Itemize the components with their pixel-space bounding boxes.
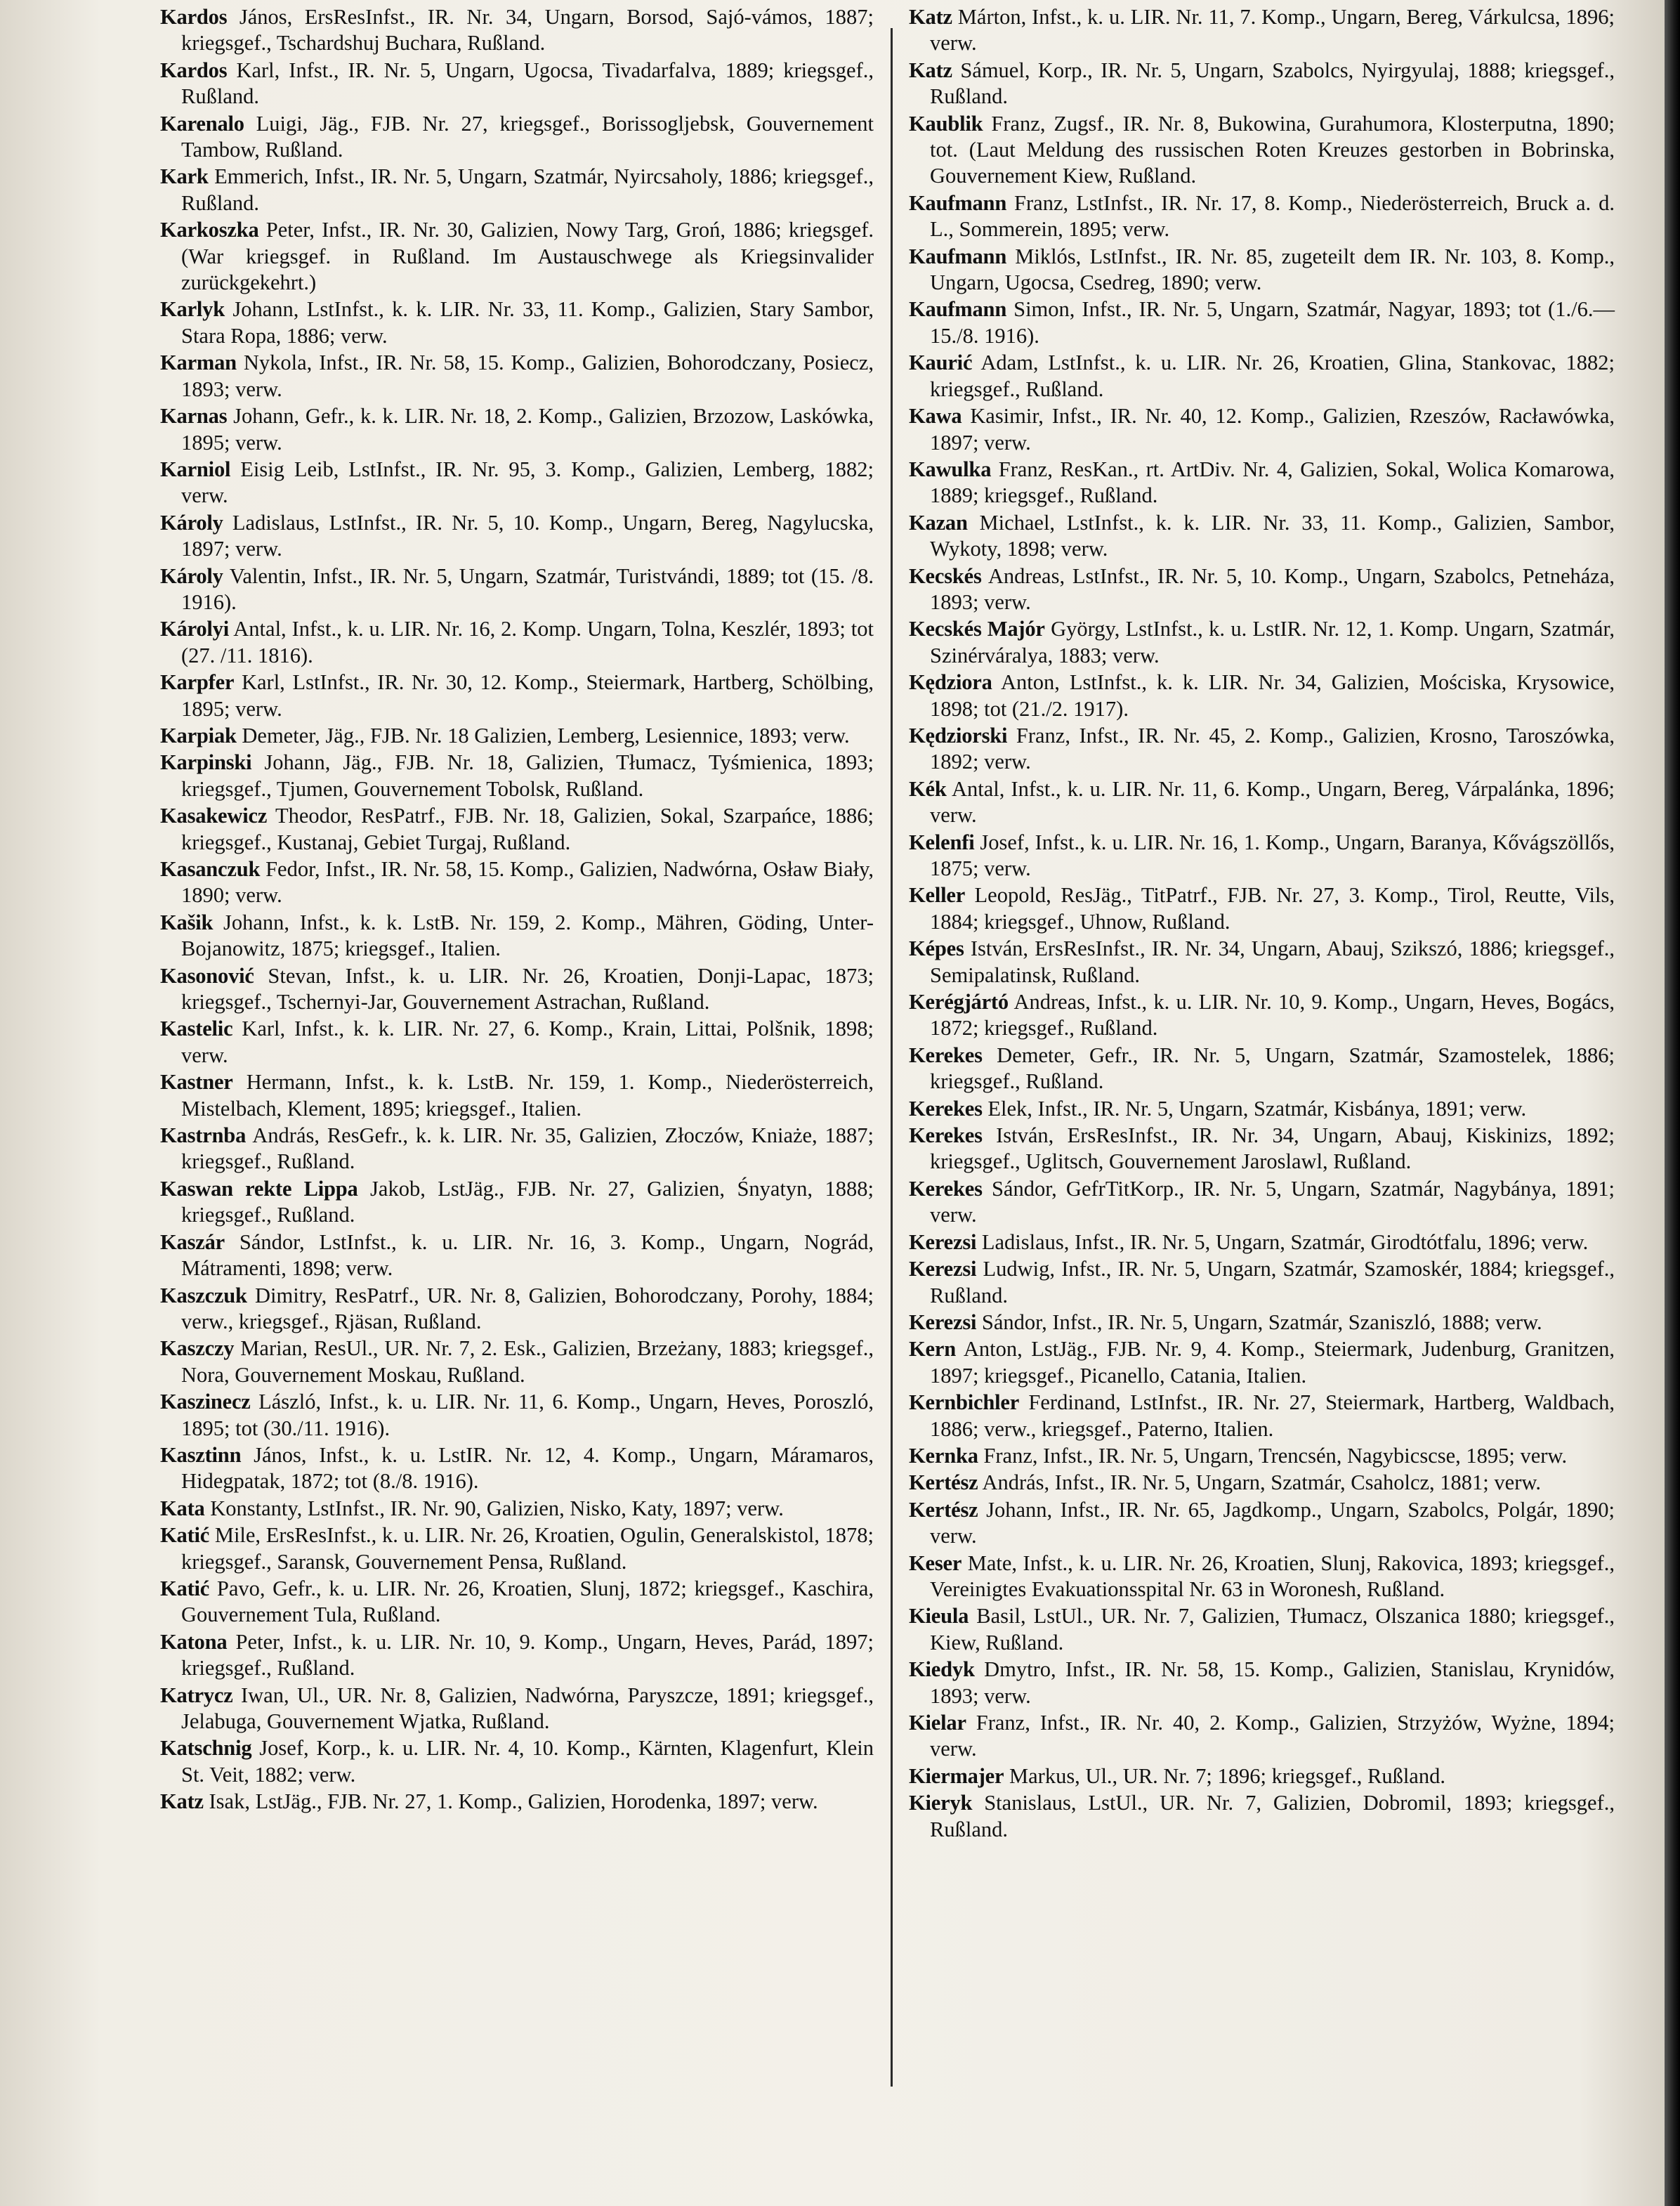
entry-details: Luigi, Jäg., FJB. Nr. 27, kriegsgef., Borissogljebsk, Gouvernement Tambow, Rußland. <box>181 111 874 162</box>
list-item <box>160 670 874 722</box>
entry-details: Dimitry, ResPatrf., UR. Nr. 8, Galizien, Bohorodczany, Porohy, 1884; verw., kriegsgef., Rjäsan, Rußland. <box>181 1283 874 1333</box>
entry-details: Demeter, Gefr., IR. Nr. 5, Ungarn, Szatmár, Szamostelek, 1886; kriegsgef., Rußland. <box>930 1043 1615 1094</box>
entry-surname: Kasztinn <box>160 1442 242 1467</box>
list-item <box>909 1551 1615 1603</box>
entry-details: Iwan, Ul., UR. Nr. 8, Galizien, Nadwórna, Paryszcze, 1891; kriegsgef., Jelabuga, Gouvernement Wjatka, Rußland. <box>181 1683 874 1733</box>
entry-details: Anton, LstInfst., k. k. LIR. Nr. 34, Galizien, Mościska, Krysowice, 1898; tot (21./2. 1917). <box>930 670 1615 721</box>
entry-surname: Kernbichler <box>909 1390 1020 1415</box>
entry-surname: Kastner <box>160 1070 233 1095</box>
entry-details: Elek, Infst., IR. Nr. 5, Ungarn, Szatmár, Kisbánya, 1891; verw. <box>987 1096 1527 1121</box>
entry-surname: Kerezsi <box>909 1257 977 1281</box>
list-item <box>160 1016 874 1069</box>
list-item <box>160 1522 874 1575</box>
list-item <box>909 190 1615 243</box>
entry-details: István, ErsResInfst., IR. Nr. 34, Ungarn, Abauj, Szikszó, 1886; kriegsgef., Semipalatinsk, Rußland. <box>930 936 1615 987</box>
entry-surname: Kerezsi <box>909 1229 977 1254</box>
entry-surname: Karman <box>160 351 237 375</box>
entry-surname: Kelenfi <box>909 830 975 854</box>
entry-surname: Karpfer <box>160 670 235 695</box>
list-item <box>909 723 1615 776</box>
entry-details: István, ErsResInfst., IR. Nr. 34, Ungarn, Abauj, Kiskinizs, 1892; kriegsgef., Uglitsch, Gouvernement Jaroslawl, Rußland. <box>930 1123 1615 1174</box>
list-item <box>160 1683 874 1735</box>
entry-surname: Kerezsi <box>909 1310 977 1334</box>
entry-surname: Károlyi <box>160 617 230 641</box>
list-item <box>160 510 874 563</box>
list-item <box>160 1283 874 1336</box>
entry-details: Antal, Infst., k. u. LIR. Nr. 16, 2. Komp. Ungarn, Tolna, Keszlér, 1893; tot (27. /11. 1816). <box>181 617 874 667</box>
entry-surname: Kiedyk <box>909 1657 975 1682</box>
entry-surname: Karenalo <box>160 111 244 136</box>
entry-details: Sándor, Infst., IR. Nr. 5, Ungarn, Szatmár, Szaniszló, 1888; verw. <box>981 1310 1542 1334</box>
entry-surname: Kerekes <box>909 1096 983 1121</box>
entry-details: Basil, LstUl., UR. Nr. 7, Galizien, Tłumacz, Olszanica 1880; kriegsgef., Kiew, Rußland. <box>930 1604 1615 1654</box>
list-item <box>160 1229 874 1282</box>
entry-details: Mile, ErsResInfst., k. u. LIR. Nr. 26, Kroatien, Ogulin, Generalskistol, 1878; kriegsgef., Saransk, Gouvernement Pensa, Rußland. <box>181 1523 874 1574</box>
left-column <box>160 4 874 1816</box>
list-item <box>909 296 1615 349</box>
entry-surname: Kastelic <box>160 1017 233 1041</box>
list-item <box>160 910 874 962</box>
entry-details: Miklós, LstInfst., IR. Nr. 85, zugeteilt dem IR. Nr. 103, 8. Komp., Ungarn, Ugocsa, Csedreg, 1890; verw. <box>930 244 1615 295</box>
entry-details: András, ResGefr., k. k. LIR. Nr. 35, Galizien, Złoczów, Kniaże, 1887; kriegsgef., Rußland. <box>181 1123 874 1174</box>
list-item <box>909 1763 1615 1789</box>
entry-details: Ferdinand, LstInfst., IR. Nr. 27, Steiermark, Hartberg, Waldbach, 1886; verw., kriegsgef., Paterno, Italien. <box>930 1390 1615 1441</box>
entry-details: Franz, Infst., IR. Nr. 5, Ungarn, Trencsén, Nagybicscse, 1895; verw. <box>983 1443 1568 1468</box>
entry-details: Franz, LstInfst., IR. Nr. 17, 8. Komp., Niederösterreich, Bruck a. d. L., Sommerein, 1895; verw. <box>930 190 1615 242</box>
list-item <box>160 563 874 616</box>
list-item <box>909 1123 1615 1175</box>
list-item <box>909 1256 1615 1309</box>
entry-surname: Keser <box>909 1551 962 1575</box>
entry-details: Eisig Leib, LstInfst., IR. Nr. 95, 3. Komp., Galizien, Lemberg, 1882; verw. <box>181 457 874 508</box>
list-item <box>909 1229 1615 1255</box>
entry-details: Kasimir, Infst., IR. Nr. 40, 12. Komp., Galizien, Rzeszów, Racławówka, 1897; verw. <box>930 404 1615 455</box>
entry-details: Dmytro, Infst., IR. Nr. 58, 15. Komp., Galizien, Stanislau, Krynidów, 1893; verw. <box>930 1657 1615 1708</box>
list-item <box>160 4 874 57</box>
list-item <box>160 1496 874 1522</box>
entry-surname: Karnas <box>160 404 228 429</box>
entry-surname: Kata <box>160 1496 205 1520</box>
entry-surname: Kieryk <box>909 1791 973 1815</box>
entry-details: Nykola, Infst., IR. Nr. 58, 15. Komp., Galizien, Bohorodczany, Posiecz, 1893; verw. <box>181 351 874 401</box>
entry-surname: Kazan <box>909 510 968 535</box>
entry-details: Jakob, LstJäg., FJB. Nr. 27, Galizien, Śnyatyn, 1888; kriegsgef., Rußland. <box>181 1176 874 1227</box>
entry-surname: Kędziora <box>909 670 992 695</box>
entry-details: Mate, Infst., k. u. LIR. Nr. 26, Kroatien, Slunj, Rakovica, 1893; kriegsgef., Vereinigtes Evakuationsspital Nr. 63 in Woronesh, Rußland. <box>930 1551 1615 1601</box>
list-item <box>160 1176 874 1229</box>
entry-details: Sándor, LstInfst., k. u. LIR. Nr. 16, 3. Komp., Ungarn, Nográd, Mátramenti, 1898; verw. <box>181 1229 874 1281</box>
entry-surname: Karkoszka <box>160 218 259 242</box>
entry-surname: Kék <box>909 776 947 801</box>
entry-details: Karl, LstInfst., IR. Nr. 30, 12. Komp., Steiermark, Hartberg, Schölbing, 1895; verw. <box>181 670 874 721</box>
entry-details: Isak, LstJäg., FJB. Nr. 27, 1. Komp., Galizien, Horodenka, 1897; verw. <box>209 1789 818 1814</box>
list-item <box>160 457 874 509</box>
entry-details: Johann, Infst., IR. Nr. 65, Jagdkomp., Ungarn, Szabolcs, Polgár, 1890; verw. <box>930 1497 1615 1548</box>
entry-details: Stevan, Infst., k. u. LIR. Nr. 26, Kroatien, Donji-Lapac, 1873; kriegsgef., Tschernyi-Jar, Gouvernement Astrachan, Rußland. <box>181 963 874 1014</box>
entry-surname: Katona <box>160 1629 228 1654</box>
entry-surname: Katz <box>909 58 952 82</box>
list-item <box>909 1096 1615 1122</box>
entry-details: Franz, Zugsf., IR. Nr. 8, Bukowina, Gurahumora, Klosterputna, 1890; tot. (Laut Meldung des russischen Roten Kreuzes gestorben in Bobrinska, Gouvernement Kiew, Rußland. <box>930 111 1615 188</box>
list-item <box>160 723 874 749</box>
list-item <box>909 936 1615 988</box>
entry-surname: Kerekes <box>909 1123 983 1148</box>
list-item <box>160 1576 874 1629</box>
entry-details: Ludwig, Infst., IR. Nr. 5, Ungarn, Szatmár, Szamoskér, 1884; kriegsgef., Rußland. <box>930 1257 1615 1307</box>
entry-details: Peter, Infst., k. u. LIR. Nr. 10, 9. Komp., Ungarn, Heves, Parád, 1897; kriegsgef., Rußland. <box>181 1629 874 1680</box>
entry-details: Leopold, ResJäg., TitPatrf., FJB. Nr. 27, 3. Komp., Tirol, Reutte, Vils, 1884; kriegsgef., Uhnow, Rußland. <box>930 883 1615 934</box>
list-item <box>909 563 1615 616</box>
entry-surname: Kašik <box>160 910 214 934</box>
entry-surname: Kark <box>160 164 209 189</box>
entry-details: Anton, LstJäg., FJB. Nr. 9, 4. Komp., Steiermark, Judenburg, Granitzen, 1897; kriegsgef., Picanello, Catania, Italien. <box>930 1337 1615 1388</box>
entry-surname: Képes <box>909 936 964 961</box>
entry-surname: Karpiak <box>160 723 237 748</box>
list-item <box>160 58 874 110</box>
entry-surname: Katić <box>160 1576 210 1600</box>
entry-details: Ladislaus, LstInfst., IR. Nr. 5, 10. Komp., Ungarn, Bereg, Nagylucska, 1897; verw. <box>181 510 874 561</box>
list-item <box>160 111 874 164</box>
list-item <box>160 1389 874 1442</box>
entry-surname: Károly <box>160 510 223 535</box>
list-item <box>909 1657 1615 1709</box>
list-item <box>160 750 874 802</box>
list-item <box>160 856 874 909</box>
entry-surname: Kertész <box>909 1497 978 1522</box>
entry-details: Josef, Infst., k. u. LIR. Nr. 16, 1. Komp., Ungarn, Baranya, Kővágszöllős, 1875; verw. <box>930 830 1615 880</box>
entry-details: Michael, LstInfst., k. k. LIR. Nr. 33, 11. Komp., Galizien, Sambor, Wykoty, 1898; verw. <box>930 510 1615 561</box>
entry-details: Karl, Infst., IR. Nr. 5, Ungarn, Ugocsa, Tivadarfalva, 1889; kriegsgef., Rußland. <box>181 58 874 109</box>
entry-details: Andreas, Infst., k. u. LIR. Nr. 10, 9. Komp., Ungarn, Heves, Bogács, 1872; kriegsgef., Rußland. <box>930 990 1615 1040</box>
entry-details: László, Infst., k. u. LIR. Nr. 11, 6. Komp., Ungarn, Heves, Poroszló, 1895; tot (30./11. 1916). <box>181 1390 874 1440</box>
list-item <box>909 403 1615 456</box>
list-item <box>909 882 1615 935</box>
entry-details: Valentin, Infst., IR. Nr. 5, Ungarn, Szatmár, Turistvándi, 1889; tot (15. /8. 1916). <box>181 563 874 614</box>
entry-surname: Kertész <box>909 1470 978 1495</box>
list-item <box>160 1789 874 1815</box>
entry-details: Josef, Korp., k. u. LIR. Nr. 4, 10. Komp., Kärnten, Klagenfurt, Klein St. Veit, 1882; verw. <box>181 1736 874 1787</box>
list-item <box>909 1390 1615 1442</box>
entry-surname: Kaublik <box>909 111 983 136</box>
entry-surname: Kiermajer <box>909 1763 1004 1788</box>
list-item <box>909 244 1615 296</box>
entry-surname: Kecskés Majór <box>909 617 1045 641</box>
entry-surname: Katrycz <box>160 1683 233 1707</box>
entry-surname: Karpinski <box>160 750 252 775</box>
entry-details: Stanislaus, LstUl., UR. Nr. 7, Galizien, Dobromil, 1893; kriegsgef., Rußland. <box>930 1791 1615 1841</box>
entry-details: János, ErsResInfst., IR. Nr. 34, Ungarn, Borsod, Sajó-vámos, 1887; kriegsgef., Tschardshuj Buchara, Rußland. <box>181 5 874 56</box>
column-divider <box>891 28 893 2087</box>
entry-details: Hermann, Infst., k. k. LstB. Nr. 159, 1. Komp., Niederösterreich, Mistelbach, Klement, 1895; kriegsgef., Italien. <box>181 1070 874 1121</box>
entry-details: Konstanty, LstInfst., IR. Nr. 90, Galizien, Nisko, Katy, 1897; verw. <box>210 1496 784 1520</box>
entry-surname: Kernka <box>909 1443 978 1468</box>
list-item <box>160 1069 874 1122</box>
list-item <box>160 963 874 1016</box>
entry-surname: Kaufmann <box>909 297 1007 322</box>
entry-details: Markus, Ul., UR. Nr. 7; 1896; kriegsgef., Rußland. <box>1009 1763 1445 1788</box>
entry-details: Emmerich, Infst., IR. Nr. 5, Ungarn, Szatmár, Nyircsaholy, 1886; kriegsgef., Rußland. <box>181 164 874 215</box>
entry-surname: Kerekes <box>909 1043 983 1067</box>
list-item <box>160 403 874 456</box>
entry-surname: Karlyk <box>160 297 225 322</box>
list-item <box>160 350 874 403</box>
entry-surname: Kasakewicz <box>160 804 268 828</box>
list-item <box>909 776 1615 829</box>
list-item <box>909 1043 1615 1095</box>
entry-details: Johann, Jäg., FJB. Nr. 18, Galizien, Tłumacz, Tyśmienica, 1893; kriegsgef., Tjumen, Gouvernement Tobolsk, Rußland. <box>181 750 874 801</box>
list-item <box>160 1123 874 1175</box>
list-item <box>909 58 1615 110</box>
entry-surname: Kasanczuk <box>160 857 261 881</box>
entry-details: Franz, Infst., IR. Nr. 40, 2. Komp., Galizien, Strzyżów, Wyżne, 1894; verw. <box>930 1711 1615 1761</box>
entry-surname: Karniol <box>160 457 231 481</box>
entry-details: Ladislaus, Infst., IR. Nr. 5, Ungarn, Szatmár, Girodtótfalu, 1896; verw. <box>981 1229 1589 1254</box>
list-item <box>160 164 874 216</box>
entry-details: Karl, Infst., k. k. LIR. Nr. 27, 6. Komp., Krain, Littai, Polšnik, 1898; verw. <box>181 1017 874 1067</box>
entry-surname: Kaszczy <box>160 1336 235 1361</box>
entry-details: Johann, Infst., k. k. LstB. Nr. 159, 2. Komp., Mähren, Göding, Unter-Bojanowitz, 1875; kriegsgef., Italien. <box>181 910 874 961</box>
entry-surname: Kaszinecz <box>160 1390 251 1414</box>
list-item <box>160 616 874 669</box>
entry-details: Adam, LstInfst., k. u. LIR. Nr. 26, Kroatien, Glina, Stankovac, 1882; kriegsgef., Rußland. <box>930 351 1615 401</box>
entry-surname: Kerégjártó <box>909 990 1009 1014</box>
list-item <box>909 1497 1615 1550</box>
list-item <box>909 1710 1615 1763</box>
entry-surname: Katz <box>160 1789 204 1814</box>
list-item <box>160 296 874 349</box>
entry-details: Peter, Infst., IR. Nr. 30, Galizien, Nowy Targ, Groń, 1886; kriegsgef. (War kriegsgef. in Rußland. Im Austauschwege als Kriegsinvalider zurückgekehrt.) <box>181 218 874 295</box>
entry-details: Johann, Gefr., k. k. LIR. Nr. 18, 2. Komp., Galizien, Brzozow, Laskówka, 1895; verw. <box>181 404 874 455</box>
list-item <box>909 4 1615 57</box>
entry-details: János, Infst., k. u. LstIR. Nr. 12, 4. Komp., Ungarn, Máramaros, Hidegpatak, 1872; tot (8./8. 1916). <box>181 1442 874 1494</box>
entry-surname: Kasonović <box>160 963 254 988</box>
list-item <box>909 111 1615 190</box>
list-item <box>160 1442 874 1495</box>
list-item <box>909 1603 1615 1656</box>
entry-surname: Keller <box>909 883 966 908</box>
entry-surname: Kardos <box>160 58 228 82</box>
entry-details: Franz, ResKan., rt. ArtDiv. Nr. 4, Galizien, Sokal, Wolica Komarowa, 1889; kriegsgef., Rußland. <box>930 457 1615 508</box>
entry-surname: Katić <box>160 1523 210 1548</box>
entry-surname: Kecskés <box>909 563 982 588</box>
entry-details: Sándor, GefrTitKorp., IR. Nr. 5, Ungarn, Szatmár, Nagybánya, 1891; verw. <box>930 1176 1615 1227</box>
list-item <box>909 457 1615 509</box>
entry-details: Pavo, Gefr., k. u. LIR. Nr. 26, Kroatien, Slunj, 1872; kriegsgef., Kaschira, Gouvernement Tula, Rußland. <box>181 1576 874 1627</box>
entry-surname: Károly <box>160 563 223 588</box>
entry-surname: Kastrnba <box>160 1123 247 1148</box>
entry-details: Theodor, ResPatrf., FJB. Nr. 18, Galizien, Sokal, Szarpańce, 1886; kriegsgef., Kustanaj, Gebiet Turgaj, Rußland. <box>181 804 874 854</box>
list-item <box>160 803 874 856</box>
list-item <box>160 1336 874 1388</box>
list-item <box>909 350 1615 403</box>
entry-surname: Katz <box>909 5 952 29</box>
entry-surname: Kardos <box>160 5 228 29</box>
list-item <box>909 616 1615 669</box>
entry-surname: Kaufmann <box>909 190 1007 215</box>
entry-details: Márton, Infst., k. u. LIR. Nr. 11, 7. Komp., Ungarn, Bereg, Várkulcsa, 1896; verw. <box>930 5 1615 56</box>
entry-surname: Kawa <box>909 404 962 429</box>
entry-details: Antal, Infst., k. u. LIR. Nr. 11, 6. Komp., Ungarn, Bereg, Várpalánka, 1896; verw. <box>930 776 1615 828</box>
entry-surname: Kędziorski <box>909 723 1008 748</box>
list-item <box>909 510 1615 563</box>
entry-surname: Kawulka <box>909 457 992 481</box>
entry-details: György, LstInfst., k. u. LstIR. Nr. 12, 1. Komp. Ungarn, Szatmár, Szinérváralya, 1883; verw. <box>930 617 1615 667</box>
list-item <box>160 1735 874 1788</box>
list-item <box>909 989 1615 1042</box>
list-item <box>909 1310 1615 1336</box>
entry-details: Marian, ResUl., UR. Nr. 7, 2. Esk., Galizien, Brzeżany, 1883; kriegsgef., Nora, Gouvernement Moskau, Rußland. <box>181 1336 874 1387</box>
list-item <box>909 1470 1615 1496</box>
list-item <box>909 1443 1615 1469</box>
entry-surname: Kaszár <box>160 1229 225 1254</box>
entry-details: Andreas, LstInfst., IR. Nr. 5, 10. Komp., Ungarn, Szabolcs, Petneháza, 1893; verw. <box>930 563 1615 614</box>
entry-surname: Kieula <box>909 1604 969 1629</box>
entry-surname: Katschnig <box>160 1736 252 1761</box>
entry-surname: Kielar <box>909 1711 966 1735</box>
list-item <box>909 830 1615 882</box>
list-item <box>160 1629 874 1682</box>
entry-details: Sámuel, Korp., IR. Nr. 5, Ungarn, Szabolcs, Nyirgyulaj, 1888; kriegsgef., Rußland. <box>930 58 1615 109</box>
entry-surname: Kaufmann <box>909 244 1007 268</box>
entry-details: Demeter, Jäg., FJB. Nr. 18 Galizien, Lemberg, Lesiennice, 1893; verw. <box>242 723 850 748</box>
right-column <box>909 4 1615 1843</box>
entry-surname: Kaszczuk <box>160 1283 247 1307</box>
entry-details: Fedor, Infst., IR. Nr. 58, 15. Komp., Galizien, Nadwórna, Osław Biały, 1890; verw. <box>181 857 874 908</box>
entry-details: András, Infst., IR. Nr. 5, Ungarn, Szatmár, Csaholcz, 1881; verw. <box>982 1470 1542 1495</box>
entry-details: Johann, LstInfst., k. k. LIR. Nr. 33, 11. Komp., Galizien, Stary Sambor, Stara Ropa, 1886; verw. <box>181 297 874 348</box>
entry-details: Franz, Infst., IR. Nr. 45, 2. Komp., Galizien, Krosno, Taroszówka, 1892; verw. <box>930 723 1615 774</box>
list-item <box>909 670 1615 722</box>
entry-surname: Kaurić <box>909 351 973 375</box>
list-item <box>160 217 874 296</box>
entry-surname: Kern <box>909 1337 956 1362</box>
entry-details: Simon, Infst., IR. Nr. 5, Ungarn, Szatmár, Nagyar, 1893; tot (1./6.—15./8. 1916). <box>930 297 1615 348</box>
list-item <box>909 1790 1615 1843</box>
entry-surname: Kaswan rekte Lippa <box>160 1176 358 1201</box>
entry-surname: Kerekes <box>909 1176 983 1201</box>
list-item <box>909 1176 1615 1229</box>
list-item <box>909 1336 1615 1389</box>
page-edge-shadow <box>1665 0 1680 2206</box>
